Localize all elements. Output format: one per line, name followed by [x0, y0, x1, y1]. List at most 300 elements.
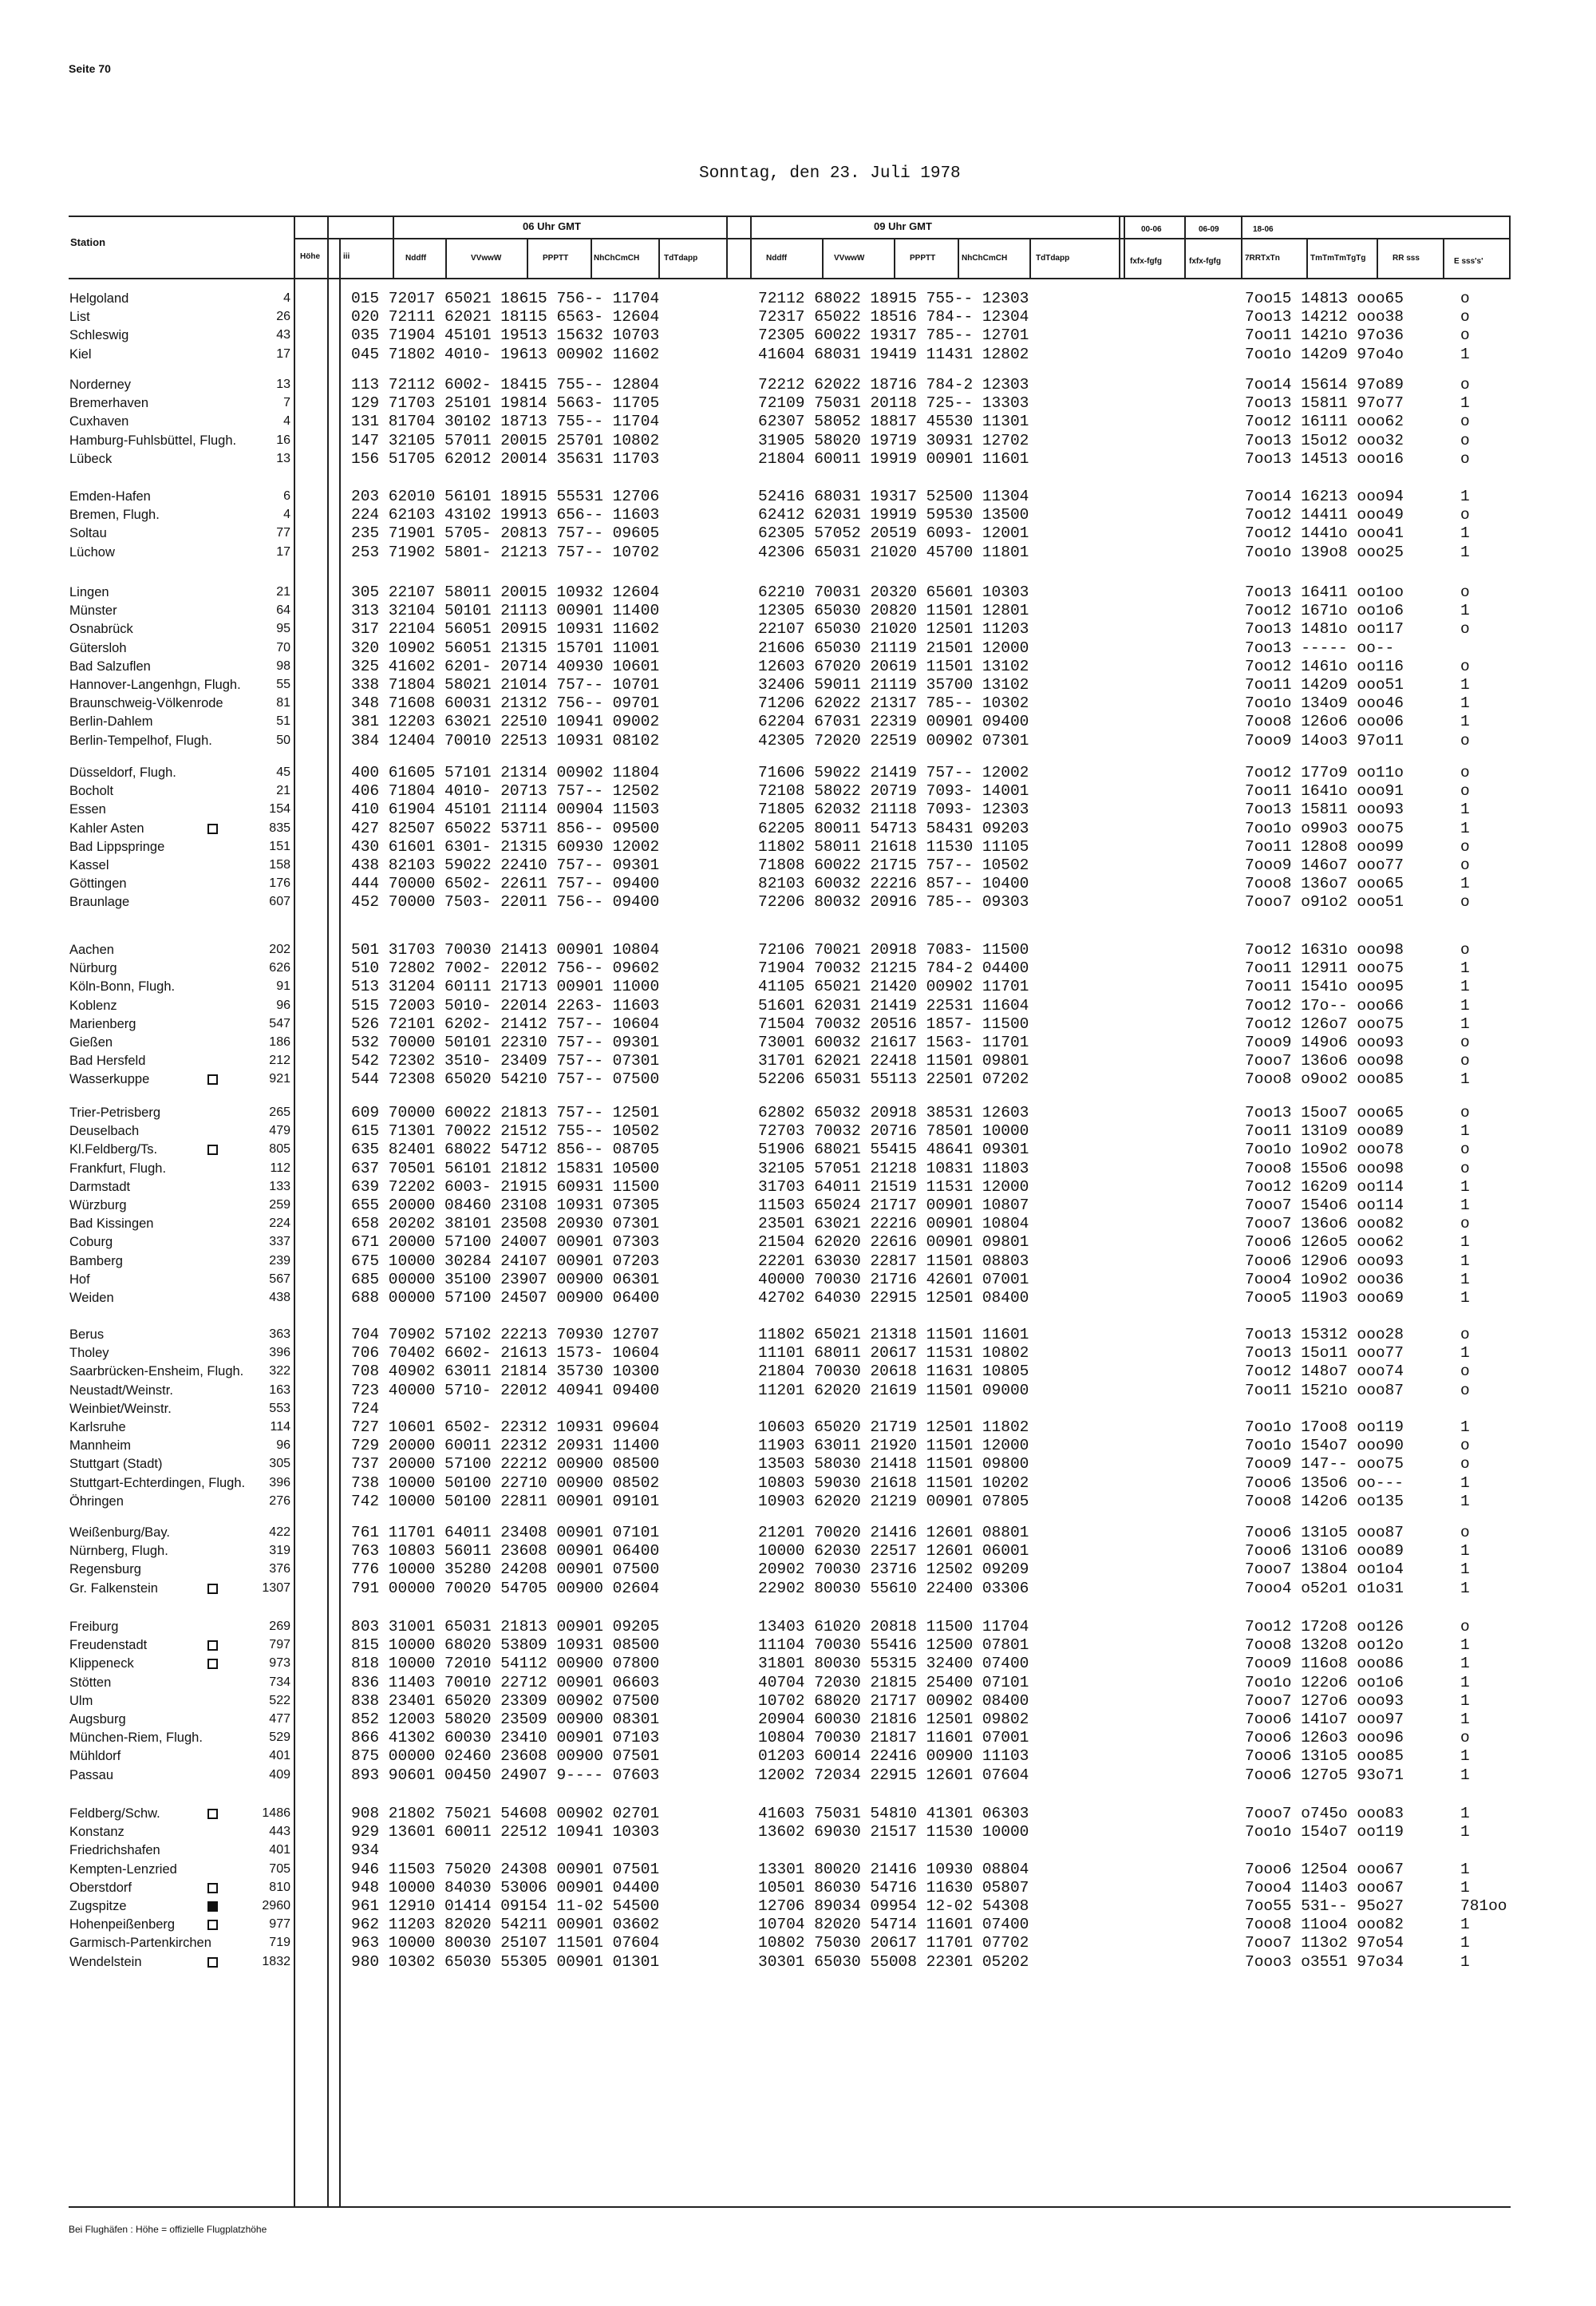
station-name: Freudenstadt	[69, 1638, 148, 1652]
col-rule-right	[1509, 216, 1511, 279]
col-rule-period-2	[1184, 216, 1186, 279]
station-name: Schleswig	[69, 328, 129, 342]
station-height: 4	[283, 508, 290, 521]
station-height: 529	[269, 1730, 290, 1744]
obs-09-values: 40000 70030 21716 42601 07001	[758, 1271, 1029, 1288]
station-height: 17	[276, 545, 290, 559]
obs-09-values: 21504 62020 22616 00901 09801	[758, 1233, 1029, 1251]
station-name: Zugspitze	[69, 1899, 127, 1913]
obs-09-values: 72108 58022 20719 7093- 14001	[758, 782, 1029, 800]
station-name: Kempten-Lenzried	[69, 1862, 177, 1877]
col-rule-a3	[591, 238, 592, 279]
col-rule-b3	[958, 238, 959, 279]
extremes-values: 7ooo7 113o2 97o54	[1245, 1934, 1404, 1952]
station-name: Lüchow	[69, 545, 115, 560]
symbol-value: 1	[1460, 1271, 1470, 1288]
extremes-values: 7oo1o 142o9 97o4o	[1245, 346, 1404, 363]
obs-09-values: 10603 65020 21719 12501 11802	[758, 1418, 1029, 1436]
symbol-value: 1	[1460, 1070, 1470, 1088]
station-height: 409	[269, 1768, 290, 1782]
station-marker-icon	[207, 1809, 218, 1819]
obs-06-values: 526 72101 6202- 21412 757-- 10604	[351, 1015, 660, 1033]
obs-09-values: 10000 62030 22517 12601 06001	[758, 1542, 1029, 1560]
obs-09-values: 12706 89034 09954 12-02 54308	[758, 1897, 1029, 1915]
station-name: Oberstdorf	[69, 1881, 132, 1895]
obs-09-values: 30301 65030 55008 22301 05202	[758, 1953, 1029, 1971]
station-name: München-Riem, Flugh.	[69, 1730, 203, 1745]
station-name: Neustadt/Weinstr.	[69, 1383, 173, 1398]
station-name: Saarbrücken-Ensheim, Flugh.	[69, 1364, 244, 1378]
symbol-value: 1	[1460, 978, 1470, 995]
obs-06-values: 253 71902 5801- 21213 757-- 10702	[351, 544, 660, 561]
symbol-value: o	[1460, 1326, 1470, 1343]
header-a-nddff: Nddff	[405, 254, 427, 263]
station-name: Kiel	[69, 347, 92, 362]
station-name: Gütersloh	[69, 641, 127, 655]
col-rule-09-end	[1119, 216, 1120, 279]
obs-09-values: 22902 80030 55610 22400 03306	[758, 1580, 1029, 1597]
station-height: 396	[269, 1346, 290, 1359]
station-height: 973	[269, 1656, 290, 1670]
obs-09-values: 11503 65024 21717 00901 10807	[758, 1197, 1029, 1214]
obs-06-values: 961 12910 01414 09154 11-02 54500	[351, 1897, 660, 1915]
station-height: 977	[269, 1917, 290, 1931]
station-height: 567	[269, 1272, 290, 1286]
station-marker-icon	[207, 1901, 218, 1912]
extremes-values: 7oo15 1481З ooo65	[1245, 290, 1404, 307]
station-height: 17	[276, 347, 290, 361]
extremes-values: 7ooo4 114o3 ooo67	[1245, 1879, 1404, 1897]
station-height: 96	[276, 999, 290, 1012]
extremes-values: 7oo55 531-- 95o27	[1245, 1897, 1404, 1915]
extremes-values: 7ooo9 14oo3 97o11	[1245, 732, 1404, 750]
station-name: Bad Salzuflen	[69, 659, 151, 674]
station-height: 4	[283, 291, 290, 305]
obs-06-values: 724	[351, 1400, 380, 1418]
extremes-values: 7oo13 15oo7 ooo65	[1245, 1104, 1404, 1121]
station-name: Gießen	[69, 1035, 113, 1050]
symbol-value: o	[1460, 413, 1470, 430]
obs-09-values: 71606 59022 21419 757-- 12002	[758, 764, 1029, 781]
station-height: 376	[269, 1562, 290, 1576]
table-bottom-rule	[69, 2206, 1511, 2208]
symbol-value: 1	[1460, 1252, 1470, 1270]
col-rule-b1	[822, 238, 824, 279]
obs-06-values: 542 72302 3510- 23409 757-- 07301	[351, 1052, 660, 1070]
extremes-values: 7ooo7 154o6 oo114	[1245, 1197, 1404, 1214]
obs-06-values: 609 70000 60022 21813 757-- 12501	[351, 1104, 660, 1121]
station-name: Marienberg	[69, 1017, 136, 1031]
station-height: 265	[269, 1106, 290, 1119]
symbol-value: 1	[1460, 1823, 1470, 1841]
obs-06-values: 742 10000 50100 22811 00901 09101	[351, 1493, 660, 1510]
obs-06-values: 929 13601 60011 22512 10941 10303	[351, 1823, 660, 1841]
symbol-value: 1	[1460, 1674, 1470, 1691]
header-e: E sss's'	[1454, 257, 1483, 266]
obs-06-values: 156 51705 62012 20014 35631 11703	[351, 450, 660, 468]
obs-06-values: 946 11503 75020 24308 00901 07501	[351, 1861, 660, 1878]
symbol-value: 1	[1460, 1879, 1470, 1897]
header-tm: TmTmTmTgTg	[1310, 254, 1366, 263]
symbol-value: o	[1460, 1052, 1470, 1070]
extremes-values: 7ooo8 126o6 ooo06	[1245, 713, 1404, 730]
station-height: 363	[269, 1327, 290, 1341]
col-rule-tm	[1306, 238, 1308, 279]
station-height: 2960	[262, 1899, 290, 1912]
station-name: Klippeneck	[69, 1656, 134, 1671]
extremes-values: 7ooo9 146o7 ooo77	[1245, 856, 1404, 874]
extremes-values: 7ooo8 155o6 ooo98	[1245, 1160, 1404, 1177]
station-name: Passau	[69, 1768, 114, 1782]
station-name: Hamburg-Fuhlsbüttel, Flugh.	[69, 433, 237, 448]
station-height: 422	[269, 1525, 290, 1539]
station-name: Soltau	[69, 526, 107, 540]
extremes-values: 7oo13 15o12 ooo32	[1245, 432, 1404, 449]
obs-09-values: 32406 59011 21119 35700 13102	[758, 676, 1029, 694]
obs-09-values: 10702 68020 21717 00902 08400	[758, 1692, 1029, 1710]
obs-06-values: 147 32105 57011 20015 25701 10802	[351, 432, 660, 449]
obs-06-values: 727 10601 6502- 22312 10931 09604	[351, 1418, 660, 1436]
obs-09-values: 62205 80011 54713 58431 09203	[758, 820, 1029, 837]
station-name: Göttingen	[69, 876, 127, 891]
station-name: Emden-Hafen	[69, 489, 151, 504]
station-name: Helgoland	[69, 291, 129, 306]
station-name: Weinbiet/Weinstr.	[69, 1402, 172, 1416]
station-name: Bad Kissingen	[69, 1216, 154, 1231]
station-name: Mühldorf	[69, 1749, 121, 1763]
header-period-0006: 00-06	[1141, 225, 1162, 234]
station-name: Stuttgart-Echterdingen, Flugh.	[69, 1476, 246, 1490]
extremes-values: 7ooo6 131o6 ooo89	[1245, 1542, 1404, 1560]
station-height: 95	[276, 622, 290, 635]
extremes-values: 7ooo6 131o5 ooo87	[1245, 1524, 1404, 1541]
extremes-values: 7oo1o o99o3 ooo75	[1245, 820, 1404, 837]
station-height: 212	[269, 1054, 290, 1067]
extremes-values: 7ooo7 138o4 oo1o4	[1245, 1560, 1404, 1578]
symbol-value: 1	[1460, 1233, 1470, 1251]
extremes-values: 7oo1o 154o7 oo119	[1245, 1823, 1404, 1841]
station-name: Köln-Bonn, Flugh.	[69, 979, 176, 994]
station-name: Öhringen	[69, 1494, 124, 1509]
station-height: 1307	[262, 1581, 290, 1595]
station-height: 805	[269, 1142, 290, 1156]
obs-09-values: 31701 62021 22418 11501 09801	[758, 1052, 1029, 1070]
station-height: 269	[269, 1620, 290, 1633]
station-height: 50	[276, 734, 290, 747]
obs-06-values: 708 40902 63011 21814 35730 10300	[351, 1363, 660, 1380]
obs-09-values: 11802 58011 21618 11530 11105	[758, 838, 1029, 856]
obs-09-values: 82103 60032 22216 857-- 10400	[758, 875, 1029, 892]
obs-09-values: 10804 70030 21817 11601 07001	[758, 1729, 1029, 1746]
station-height: 305	[269, 1457, 290, 1470]
station-name: Essen	[69, 802, 106, 817]
station-name: Coburg	[69, 1235, 113, 1249]
extremes-values: 7ooo8 o9oo2 ooo85	[1245, 1070, 1404, 1088]
symbol-value: o	[1460, 658, 1470, 675]
station-height: 202	[269, 943, 290, 956]
obs-06-values: 980 10302 65030 55305 00901 01301	[351, 1953, 660, 1971]
symbol-value: 1	[1460, 959, 1470, 977]
station-name: Cuxhaven	[69, 414, 129, 429]
col-rule-iii-inner	[339, 239, 341, 2206]
station-name: Deuselbach	[69, 1124, 140, 1138]
station-name: Braunschweig-Völkenrode	[69, 696, 223, 710]
station-name: Kahler Asten	[69, 821, 144, 836]
symbol-value: o	[1460, 308, 1470, 326]
extremes-values: 7ooo8 142o6 oo135	[1245, 1493, 1404, 1510]
obs-09-values: 62204 67031 22319 00901 09400	[758, 713, 1029, 730]
station-height: 276	[269, 1494, 290, 1508]
obs-06-values: 131 81704 30102 18713 755-- 11704	[351, 413, 660, 430]
obs-06-values: 738 10000 50100 22710 00900 08502	[351, 1474, 660, 1492]
station-height: 322	[269, 1364, 290, 1378]
obs-09-values: 42306 65031 21020 45700 11801	[758, 544, 1029, 561]
obs-09-values: 72109 75031 20118 725-- 13303	[758, 394, 1029, 412]
station-name: List	[69, 310, 90, 324]
obs-09-values: 42305 72020 22519 00902 07301	[758, 732, 1029, 750]
station-name: Bamberg	[69, 1254, 123, 1268]
symbol-value: 1	[1460, 1934, 1470, 1952]
header-a-td: TdTdapp	[664, 254, 698, 263]
station-marker-icon	[207, 1074, 218, 1085]
obs-06-values: 410 61904 45101 21114 00904 11503	[351, 801, 660, 818]
extremes-values: 7oo12 177o9 oo11o	[1245, 764, 1404, 781]
symbol-value: 1	[1460, 694, 1470, 712]
obs-09-values: 62307 58052 18817 45530 11301	[758, 413, 1029, 430]
station-height: 21	[276, 585, 290, 599]
obs-09-values: 21804 60011 19919 00901 11601	[758, 450, 1029, 468]
header-09-uhr: 09 Uhr GMT	[874, 220, 932, 232]
obs-06-values: 452 70000 7503- 22011 756-- 09400	[351, 893, 660, 911]
station-name: Lübeck	[69, 452, 113, 466]
extremes-values: 7oo1o 134o9 ooo46	[1245, 694, 1404, 712]
symbol-value: 1	[1460, 1953, 1470, 1971]
extremes-values: 7oo13 ----- oo--	[1245, 639, 1395, 657]
header-b-nddff: Nddff	[766, 254, 788, 263]
station-height: 81	[276, 696, 290, 710]
obs-09-values: 21804 70030 20618 11631 10805	[758, 1363, 1029, 1380]
symbol-value: 1	[1460, 1493, 1470, 1510]
header-hoehe: Höhe	[300, 252, 320, 261]
station-height: 64	[276, 603, 290, 617]
header-a-pppt: PPPTT	[543, 254, 569, 263]
obs-06-values: 427 82507 65022 53711 856-- 09500	[351, 820, 660, 837]
extremes-values: 7oo12 1631o ooo98	[1245, 941, 1404, 959]
extremes-values: 7oo12 1441o ooo41	[1245, 524, 1404, 542]
obs-06-values: 948 10000 84030 53006 00901 04400	[351, 1879, 660, 1897]
station-height: 1486	[262, 1806, 290, 1820]
station-height: 26	[276, 310, 290, 323]
header-period-0609: 06-09	[1199, 225, 1219, 234]
obs-06-values: 866 41302 60030 23410 00901 07103	[351, 1729, 660, 1746]
header-iii: iii	[343, 252, 350, 261]
station-height: 239	[269, 1254, 290, 1268]
obs-09-values: 62802 65032 20918 38531 12603	[758, 1104, 1029, 1121]
obs-06-values: 224 62103 43102 19913 656-- 11603	[351, 506, 660, 524]
station-name: Feldberg/Schw.	[69, 1806, 160, 1821]
obs-09-values: 32105 57051 21218 10831 11803	[758, 1160, 1029, 1177]
station-height: 154	[269, 802, 290, 816]
station-height: 13	[276, 452, 290, 465]
station-height: 1832	[262, 1955, 290, 1968]
obs-06-values: 615 71301 70022 21512 755-- 10502	[351, 1122, 660, 1140]
obs-09-values: 51601 62031 21419 22531 11604	[758, 997, 1029, 1015]
obs-09-values: 72206 80032 20916 785-- 09303	[758, 893, 1029, 911]
station-height: 163	[269, 1383, 290, 1397]
extremes-values: 7oo12 14411 ooo49	[1245, 506, 1404, 524]
station-height: 443	[269, 1825, 290, 1838]
obs-09-values: 13503 58030 21418 11501 09800	[758, 1455, 1029, 1473]
obs-09-values: 42702 64030 22915 12501 08400	[758, 1289, 1029, 1307]
obs-09-values: 12305 65030 20820 11501 12801	[758, 602, 1029, 619]
obs-06-values: 637 70501 56101 21812 15831 10500	[351, 1160, 660, 1177]
symbol-value: 1	[1460, 1747, 1470, 1765]
station-name: Garmisch-Partenkirchen	[69, 1936, 211, 1950]
station-name: Braunlage	[69, 895, 130, 909]
obs-06-values: 113 72112 6002- 18415 755-- 12804	[351, 376, 660, 394]
station-name: Mannheim	[69, 1438, 132, 1453]
obs-09-values: 40704 72030 21815 25400 07101	[758, 1674, 1029, 1691]
obs-09-values: 41603 75031 54810 41301 06303	[758, 1805, 1029, 1822]
obs-06-values: 737 20000 57100 22212 00900 08500	[351, 1455, 660, 1473]
obs-09-values: 62305 57052 20519 6093- 12001	[758, 524, 1029, 542]
station-name: Hannover-Langenhgn, Flugh.	[69, 678, 241, 692]
obs-06-values: 317 22104 56051 20915 10931 11602	[351, 620, 660, 638]
obs-06-values: 320 10902 56051 21315 15701 11001	[351, 639, 660, 657]
col-rule-b4	[1029, 238, 1031, 279]
station-name: Tholey	[69, 1346, 109, 1360]
obs-09-values: 23501 63021 22216 00901 10804	[758, 1215, 1029, 1232]
station-height: 51	[276, 714, 290, 728]
extremes-values: 7oo12 16111 ooo62	[1245, 413, 1404, 430]
obs-09-values: 73001 60032 21617 1563- 11701	[758, 1034, 1029, 1051]
station-height: 607	[269, 895, 290, 908]
obs-09-values: 22107 65030 21020 12501 11203	[758, 620, 1029, 638]
obs-06-values: 688 00000 57100 24507 00900 06400	[351, 1289, 660, 1307]
extremes-values: 7oo1o 154o7 ooo90	[1245, 1437, 1404, 1454]
obs-09-values: 72212 62022 18716 784-2 12303	[758, 376, 1029, 394]
station-marker-icon	[207, 1584, 218, 1594]
extremes-values: 7oo12 1461o oo116	[1245, 658, 1404, 675]
obs-09-values: 71504 70032 20516 1857- 11500	[758, 1015, 1029, 1033]
station-name: Weißenburg/Bay.	[69, 1525, 170, 1540]
extremes-values: 7oo13 14513 ooo16	[1245, 450, 1404, 468]
symbol-value: 1	[1460, 602, 1470, 619]
symbol-value: 1	[1460, 488, 1470, 505]
symbol-value: o	[1460, 290, 1470, 307]
extremes-values: 7oo11 1521o ooo87	[1245, 1382, 1404, 1399]
extremes-values: 7ooo9 116o8 ooo86	[1245, 1655, 1404, 1672]
obs-09-values: 52416 68031 19317 52500 11304	[758, 488, 1029, 505]
extremes-values: 7ooo6 141o7 ooo97	[1245, 1711, 1404, 1728]
extremes-values: 7oo11 131o9 ooo89	[1245, 1122, 1404, 1140]
obs-09-values: 71808 60022 21715 757-- 10502	[758, 856, 1029, 874]
extremes-values: 7oo11 128o8 ooo99	[1245, 838, 1404, 856]
extremes-values: 7oo13 14212 ooo38	[1245, 308, 1404, 326]
extremes-values: 7oo12 148o7 ooo74	[1245, 1363, 1404, 1380]
obs-09-values: 20904 60030 21816 12501 09802	[758, 1711, 1029, 1728]
extremes-values: 7oo11 142o9 ooo51	[1245, 676, 1404, 694]
station-height: 719	[269, 1936, 290, 1949]
symbol-value: 1	[1460, 1197, 1470, 1214]
obs-09-values: 12002 72034 22915 12601 07604	[758, 1766, 1029, 1784]
symbol-value: o	[1460, 856, 1470, 874]
station-name: Weiden	[69, 1291, 114, 1305]
station-name: Stuttgart (Stadt)	[69, 1457, 163, 1471]
symbol-value: o	[1460, 941, 1470, 959]
symbol-value: 1	[1460, 1580, 1470, 1597]
station-name: Ulm	[69, 1694, 93, 1708]
extremes-values: 7ooo6 127o5 93o71	[1245, 1766, 1404, 1784]
extremes-values: 7oo1o 1o9o2 ooo78	[1245, 1141, 1404, 1158]
extremes-values: 7ooo8 11oo4 ooo82	[1245, 1916, 1404, 1933]
obs-06-values: 510 72802 7002- 22012 756-- 09602	[351, 959, 660, 977]
station-name: Augsburg	[69, 1712, 126, 1727]
station-name: Frankfurt, Flugh.	[69, 1161, 167, 1176]
station-name: Norderney	[69, 378, 132, 392]
station-name: Bad Hersfeld	[69, 1054, 146, 1068]
extremes-values: 7ooo5 119o3 ooo69	[1245, 1289, 1404, 1307]
symbol-value: 1	[1460, 1015, 1470, 1033]
obs-06-values: 406 71804 4010- 20713 757-- 12502	[351, 782, 660, 800]
symbol-value: 1	[1460, 1542, 1470, 1560]
extremes-values: 7ooo4 o52o1 o1o31	[1245, 1580, 1404, 1597]
obs-06-values: 893 90601 00450 24907 9---- 07603	[351, 1766, 660, 1784]
symbol-value: o	[1460, 893, 1470, 911]
extremes-values: 7oo13 15o11 ooo77	[1245, 1344, 1404, 1362]
header-ff-2: fxfx-fgfg	[1189, 257, 1221, 266]
station-name: Wasserkuppe	[69, 1072, 150, 1086]
symbol-value: 1	[1460, 1178, 1470, 1196]
header-rr: RR sss	[1393, 254, 1420, 263]
station-height: 396	[269, 1476, 290, 1489]
obs-06-values: 045 71802 4010- 19613 00902 11602	[351, 346, 660, 363]
station-name: Stötten	[69, 1675, 112, 1690]
extremes-values: 7ooo7 136o6 ooo82	[1245, 1215, 1404, 1232]
extremes-values: 7oo1o 122o6 oo1o6	[1245, 1674, 1404, 1691]
station-name: Nürnberg, Flugh.	[69, 1544, 168, 1558]
extremes-values: 7ooo8 136o7 ooo65	[1245, 875, 1404, 892]
obs-06-values: 313 32104 50101 21113 00901 11400	[351, 602, 660, 619]
extremes-values: 7ooo6 126o5 ooo62	[1245, 1233, 1404, 1251]
obs-06-values: 875 00000 02460 23608 00900 07501	[351, 1747, 660, 1765]
symbol-value: o	[1460, 1034, 1470, 1051]
station-marker-icon	[207, 1145, 218, 1155]
obs-06-values: 818 10000 72010 54112 00900 07800	[351, 1655, 660, 1672]
station-name: Bremerhaven	[69, 396, 149, 410]
symbol-value: 781oo	[1460, 1897, 1507, 1915]
extremes-values: 7ooo4 1o9o2 ooo36	[1245, 1271, 1404, 1288]
col-rule-hoehe	[294, 216, 295, 2206]
extremes-values: 7oo1o 139o8 ooo25	[1245, 544, 1404, 561]
symbol-value: o	[1460, 1437, 1470, 1454]
extremes-values: 7ooo9 149o6 ooo93	[1245, 1034, 1404, 1051]
obs-06-values: 035 71904 45101 19513 15632 10703	[351, 326, 660, 344]
obs-09-values: 31703 64011 21519 11531 12000	[758, 1178, 1029, 1196]
station-name: Gr. Falkenstein	[69, 1581, 158, 1596]
obs-09-values: 21606 65030 21119 21501 12000	[758, 639, 1029, 657]
col-rule-e	[1443, 238, 1444, 279]
station-height: 921	[269, 1072, 290, 1086]
obs-06-values: 908 21802 75021 54608 00902 02701	[351, 1805, 660, 1822]
symbol-value: o	[1460, 764, 1470, 781]
symbol-value: o	[1460, 1524, 1470, 1541]
header-a-nh: NhChCmCH	[594, 254, 640, 263]
obs-09-values: 11201 62020 21619 11501 09000	[758, 1382, 1029, 1399]
station-height: 259	[269, 1198, 290, 1212]
station-name: Wendelstein	[69, 1955, 142, 1969]
station-name: Hof	[69, 1272, 90, 1287]
